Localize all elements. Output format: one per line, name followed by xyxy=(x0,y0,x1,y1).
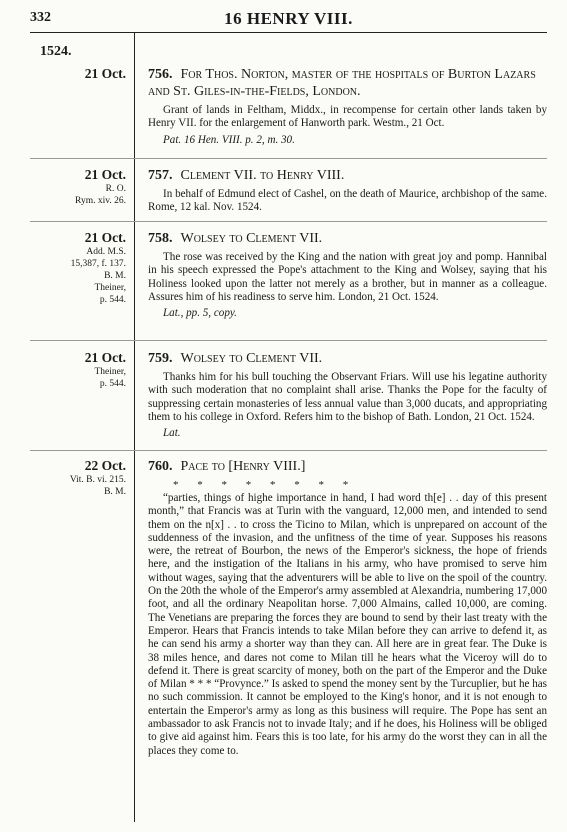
entry-heading xyxy=(148,66,547,100)
entry-source: B. M. xyxy=(104,271,126,281)
entry-body: Grant of lands in Feltham, Middx., in recompense for certain other lands taken by Henry VII. for the enlargement of Hanworth park. Westm., 21 Oct. xyxy=(148,104,547,130)
entry-source: Theiner, xyxy=(94,283,126,293)
entry-number: 757. xyxy=(148,168,173,183)
entry-number: 756. xyxy=(148,67,173,82)
entry-date: 21 Oct. xyxy=(84,167,126,182)
entry-content xyxy=(148,230,547,320)
entry-reference: Lat. xyxy=(163,427,181,440)
entry-heading xyxy=(148,350,547,367)
entry-separator xyxy=(30,340,547,341)
entry-source: p. 544. xyxy=(99,379,126,389)
entry-date: 21 Oct. xyxy=(84,230,126,245)
entry-title: Clement VII. to Henry VIII. xyxy=(180,168,345,183)
entry-content xyxy=(148,66,547,147)
header-rule xyxy=(30,32,547,33)
entry-source: Add. M.S. xyxy=(86,247,126,257)
omission-stars: * * * * * * * * xyxy=(173,479,357,491)
year-label: 1524. xyxy=(40,44,72,59)
entry-margin xyxy=(30,66,126,82)
running-title: 16 HENRY VIII. xyxy=(224,9,353,28)
entry-number: 759. xyxy=(148,351,173,366)
entry-date: 21 Oct. xyxy=(84,350,126,365)
entry-source: p. 544. xyxy=(99,295,126,305)
entry-source: Rym. xiv. 26. xyxy=(75,196,126,206)
entry-source: B. M. xyxy=(104,487,126,497)
entry-separator xyxy=(30,158,547,159)
entry-title: Wolsey to Clement VII. xyxy=(180,351,323,366)
entry-reference: Lat., pp. 5, copy. xyxy=(163,307,237,320)
entry-source: Theiner, xyxy=(94,367,126,377)
page-number: 332 xyxy=(30,10,51,25)
entry-number: 760. xyxy=(148,459,173,474)
entry-heading xyxy=(148,458,547,475)
entry-separator xyxy=(30,221,547,222)
entry-date: 21 Oct. xyxy=(84,66,126,81)
entry-content xyxy=(148,167,547,215)
entry-title: For Thos. Norton, master of the hospitals of Burton Lazars and St. Giles-in-the-Fields, London. xyxy=(148,67,536,99)
entry-source: Vit. B. vi. 215. xyxy=(69,475,126,485)
entry-separator xyxy=(30,450,547,451)
entry-number: 758. xyxy=(148,231,173,246)
entry-source: 15,387, f. 137. xyxy=(70,259,126,269)
entry-reference: Pat. 16 Hen. VIII. p. 2, m. 30. xyxy=(163,133,295,146)
margin-divider xyxy=(134,33,135,822)
entry-body: The rose was received by the King and the nation with great joy and pomp. Hannibal in his speech expressed the Pope's attachment to the King and Wolsey, saying that his Holiness looked upon the latter not merely as a brother, but in manner as a colleague. Assures him of his readiness to serve him. London, 21 Oct. 1524. xyxy=(148,251,547,303)
entry-body: “parties, things of highe importance in hand, I had word th[e] . . day of this present month,” that Francis was at Turin with the vanguard, 12,000 men, and intended to send them on the n[x] . . to cross the Ticino to Milan, which is unprepared on account of the suddenness of the invasion, and the unfitness of the time of year. Supposes his reasons were, the retreat of Bourbon, the news of the Emperor's sickness, the hope of friends here, and the instigation of the Italians in his army, who have promised to serve him without wages, saying that the adventurers will be able to live on the spoil of the country. On the 20th the whole of the Emperor's army assembled at Alexandria, numbering 17,000 foot, and all the ordinary Neapolitan horse. 7,000 Almains, called 10,000, are coming. The Venetians are preparing the forces they are bound to send by their last treaty with the Emperor. Hears that Francis intends to take Milan before they can arrive to defend it, as he can send his army a shorter way than they can. All here are in great fear. The Duke is 38 miles hence, and dares not come to Milan till he hears what the Viceroy will do to defend it. There is great scarcity of money, both on the part of the Emperor and the Duke of Milan * * * “Provynce.” Is asked to spend the money sent by the Turcuplier, but he has no such commission. It cannot be employed to the King's honor, and it is not enough to entertain the Emperor's army as long as this business will require. The Pope has sent an ambassador to ask Francis not to invade Italy; and if he does, his Holiness will be obliged to give aid against him. Fears this is too late, for his army do the worst they can in all the places they come to. xyxy=(148,492,547,757)
entry-margin xyxy=(30,350,126,390)
entry-title: Wolsey to Clement VII. xyxy=(180,231,323,246)
entry-body: In behalf of Edmund elect of Cashel, on the death of Maurice, archbishop of the same. Rome, 12 kal. Nov. 1524. xyxy=(148,188,547,214)
entry-margin xyxy=(30,167,126,207)
entry-heading xyxy=(148,230,547,247)
entry-body: Thanks him for his bull touching the Observant Friars. Will use his legatine authority with such moderation that no complaint shall arise. Thanks the Pope for the faculty of suppressing certain monasteries of less annual value than 3,000 ducats, and appropriating them to his college in Oxford. Refers him to the bishop of Bath. London, 21 Oct. 1524. xyxy=(148,371,547,423)
entry-content xyxy=(148,458,547,758)
page-header xyxy=(30,10,547,34)
entry-margin xyxy=(30,230,126,306)
entry-content xyxy=(148,350,547,440)
entry-title: Pace to [Henry VIII.] xyxy=(180,459,306,474)
entry-heading xyxy=(148,167,547,184)
entry-source: R. O. xyxy=(105,184,126,194)
entry-date: 22 Oct. xyxy=(84,458,126,473)
entry-margin xyxy=(30,458,126,498)
